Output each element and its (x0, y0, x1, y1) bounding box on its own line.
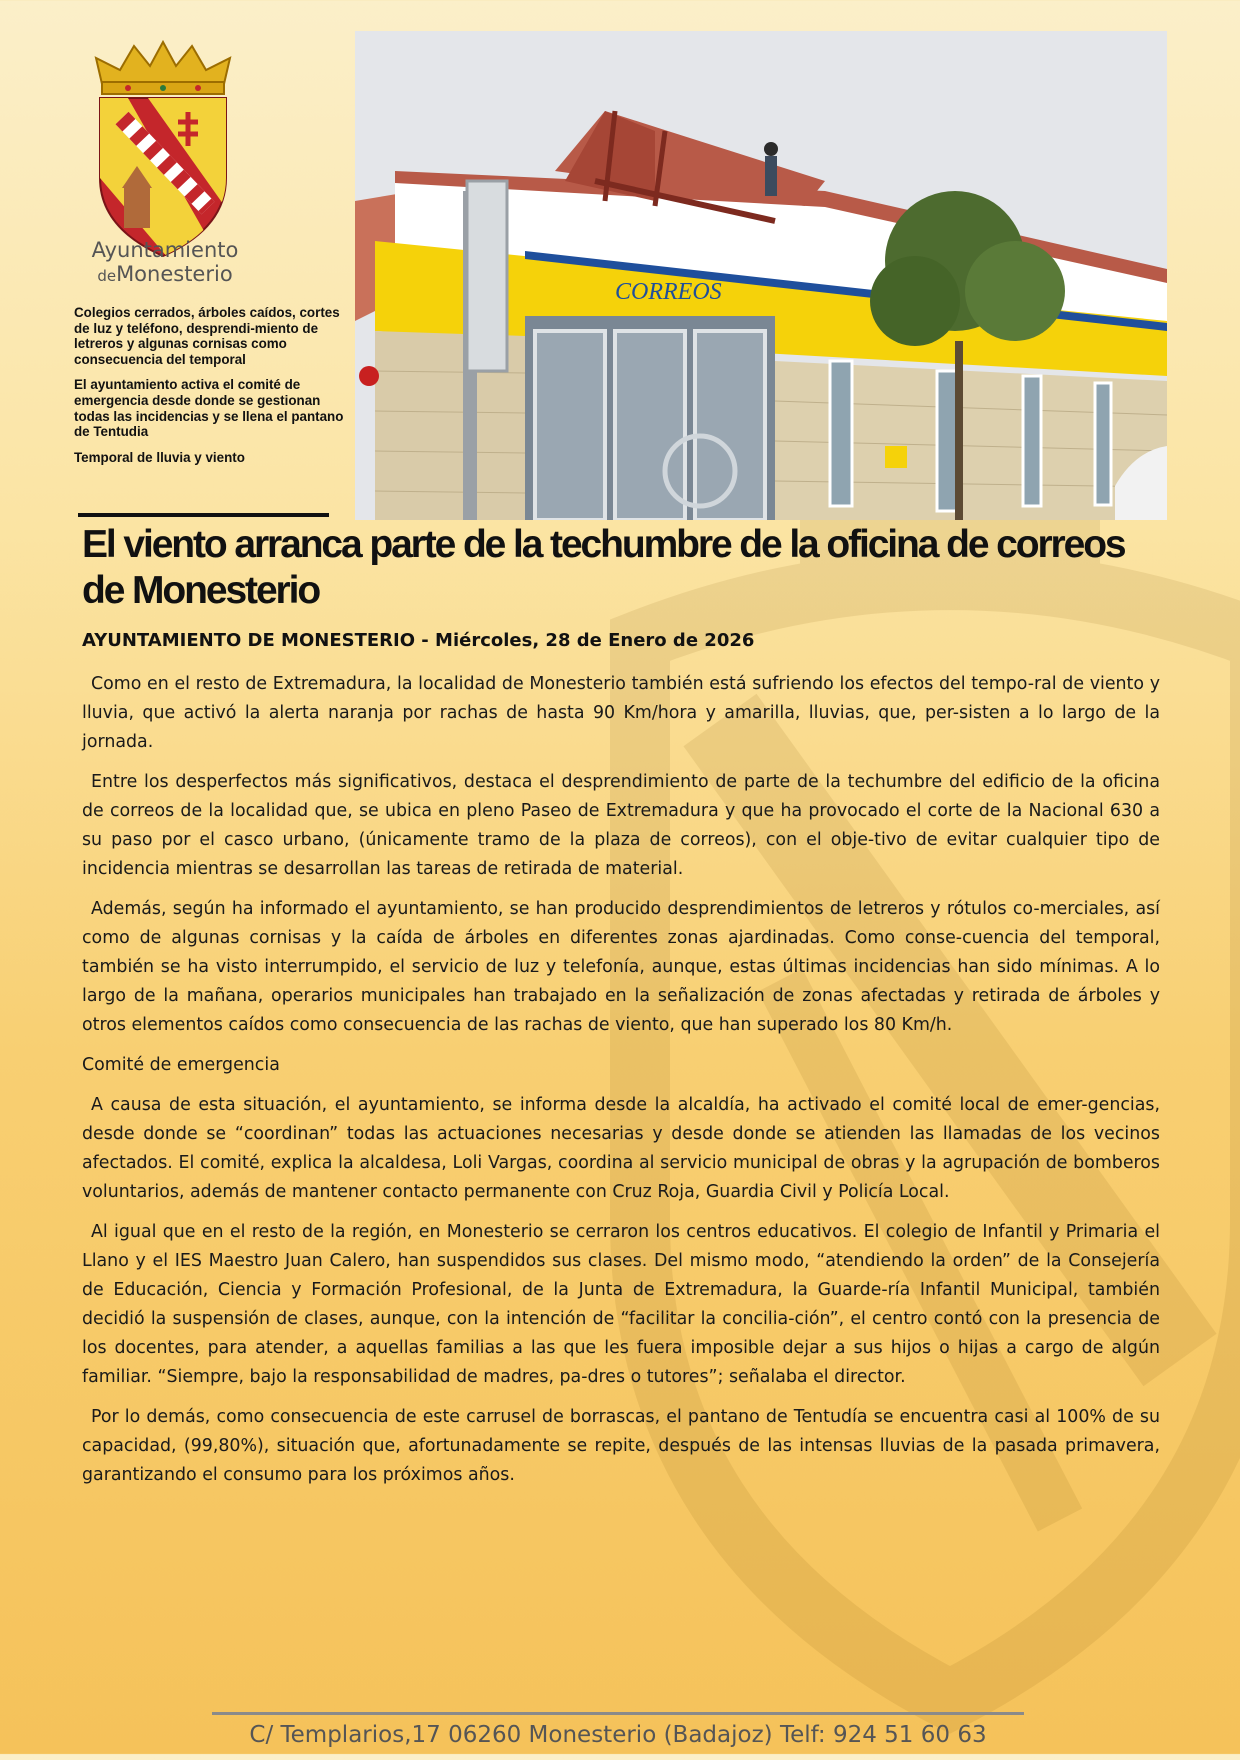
article-paragraph: Por lo demás, como consecuencia de este carrusel de borrascas, el pantano de Tentudía se encuentra casi al 100% de su capacidad, (99,80%), situación que, afortunadamente se repite, después de las intensas lluvias de la pasada primavera, garantizando el consumo para los próximos años. (82, 1407, 1160, 1485)
article-paragraph: Entre los desperfectos más significativos, destaca el desprendimiento de parte de la techumbre del edificio de la oficina de correos de la localidad que, se ubica en pleno Paseo de Extremadura y que ha provocado el corte de la Nacional 630 a su paso por el casco urbano, (únicamente tramo de la plaza de correos), con el obje-tivo de evitar cualquier tipo de incidencia mientras se desarrollan las tareas de retirada de material. (82, 772, 1160, 879)
logo-line-2 (70, 262, 260, 288)
article-subheading: Comité de emergencia (82, 1055, 280, 1075)
summary-item: Temporal de lluvia y viento (74, 449, 245, 465)
article-paragraph: Como en el resto de Extremadura, la localidad de Monesterio también está sufriendo los efectos del tempo-ral de viento y lluvia, que activó la alerta naranja por rachas de hasta 90 Km/hora y amarilla, lluvias, que, per-sisten a lo largo de la jornada. (82, 674, 1160, 752)
article-byline: AYUNTAMIENTO DE MONESTERIO - Miércoles, 28 de Enero de 2026 (82, 630, 755, 651)
logo-line-2-prefix: de (97, 267, 117, 285)
summary-divider (78, 513, 329, 517)
footer-address: C/ Templarios,17 06260 Monesterio (Badajoz) Telf: 924 51 60 63 (249, 1722, 987, 1748)
logo-line-1: Ayuntamiento (91, 238, 239, 262)
article-summary (74, 305, 346, 475)
summary-item: Colegios cerrados, árboles caídos, cortes de luz y teléfono, desprendi-miento de letreros y algunas cornisas como consecuencia del temporal (74, 305, 340, 367)
article-paragraph: Además, según ha informado el ayuntamiento, se han producido desprendimientos de letreros y rótulos co-merciales, así como de algunas cornisas y la caída de árboles en diferentes zonas ajardinadas. Como conse-cuencia del temporal, también se ha visto interrumpido, el servicio de luz y telefonía, aunque, estas últimas incidencias han sido mínimas. A lo largo de la mañana, operarios municipales han trabajado en la señalización de zonas afectadas y retirada de árboles y otros elementos caídos como consecuencia de las rachas de viento, que han superado los 80 Km/h. (82, 899, 1160, 1035)
logo-wordmark (70, 238, 260, 288)
footer-divider (212, 1712, 1024, 1715)
summary-item: El ayuntamiento activa el comité de emergencia desde donde se gestionan todas las incidencias y se llena el pantano de Tentudia (74, 377, 344, 440)
article-body (82, 670, 1160, 1501)
news-photo (355, 31, 1167, 520)
correos-sign-text: CORREOS (615, 279, 722, 305)
article-paragraph: A causa de esta situación, el ayuntamiento, se informa desde la alcaldía, ha activado el comité local de emer-gencias, desde donde se “coordinan” todas las actuaciones necesarias y desde donde se atienden las llamadas de los vecinos afectados. El comité, explica la alcaldesa, Loli Vargas, coordina al servicio municipal de obras y la agrupación de bomberos voluntarios, además de mantener contacto permanente con Cruz Roja, Guardia Civil y Policía Local. (82, 1095, 1160, 1202)
logo-line-2-name: Monesterio (116, 262, 233, 286)
article-headline: El viento arranca parte de la techumbre de la oficina de correos de Monesterio (82, 523, 1125, 612)
article-paragraph: Al igual que en el resto de la región, en Monesterio se cerraron los centros educativos. El colegio de Infantil y Primaria el Llano y el IES Maestro Juan Calero, han suspendidos sus clases. Del mismo modo, “atendiendo la orden” de la Consejería de Educación, Ciencia y Formación Profesional, de la Junta de Extremadura, la Guarde-ría Infantil Municipal, también decidió la suspensión de clases, aunque, con la intención de “facilitar la concilia-ción”, el centro contó con la presencia de los docentes, para atender, a aquellas familias a las que les fuera imposible dejar a sus hijos o hijas a cargo de algún familiar. “Siempre, bajo la responsabilidad de madres, pa-dres o tutores”; señalaba el director. (82, 1222, 1160, 1387)
